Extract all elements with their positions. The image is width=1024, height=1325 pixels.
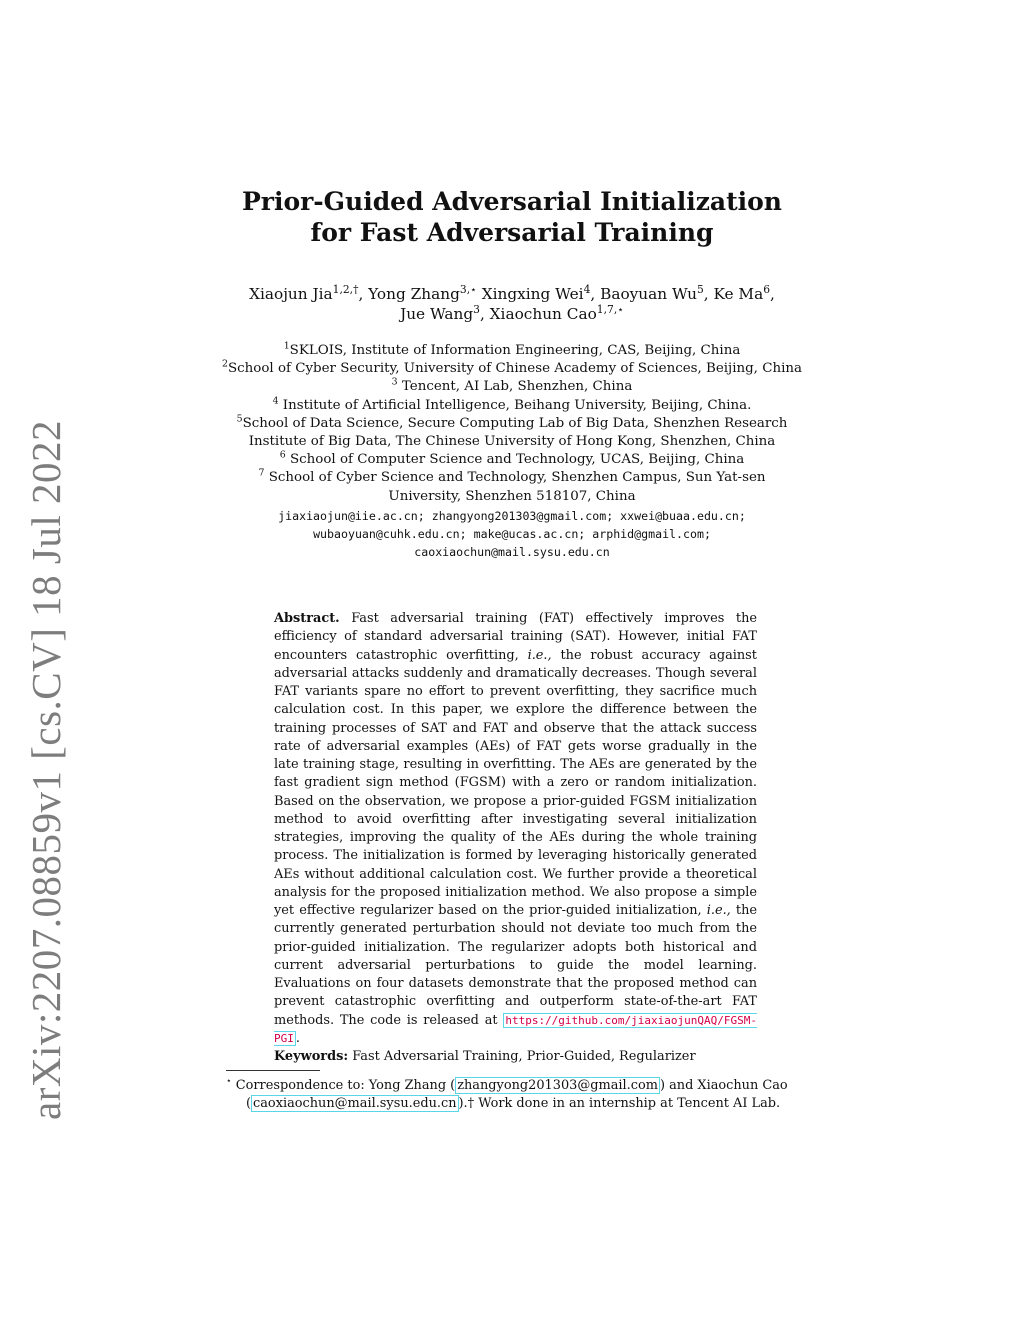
footnote-text: Correspondence to: Yong Zhang ( xyxy=(231,1078,456,1093)
keywords-text: Fast Adversarial Training, Prior-Guided, Regularizer xyxy=(348,1049,696,1064)
author-list xyxy=(0,284,1024,324)
arxiv-side-stamp: arXiv:2207.08859v1 [cs.CV] 18 Jul 2022 xyxy=(23,419,69,1120)
email-line: wubaoyuan@cuhk.edu.cn; make@ucas.ac.cn; arphid@gmail.com; xyxy=(313,527,711,542)
footnote xyxy=(226,1077,806,1113)
title-line-2: for Fast Adversarial Training xyxy=(310,218,714,247)
affiliation-text: School of Cyber Security, University of Chinese Academy of Sciences, Beijing, China xyxy=(228,361,802,377)
affiliation-sup: 5 xyxy=(236,413,243,425)
affiliation-text: School of Data Science, Secure Computing Lab of Big Data, Shenzhen Research xyxy=(242,415,788,431)
author-name: Xiaojun Jia xyxy=(249,285,333,303)
footnote-rule xyxy=(226,1070,320,1071)
abstract-text: the robust accuracy against adversarial attacks suddenly and dramatically decreases. Though several FAT variants spare no effort to prevent overfitting, they sacrifice much calculation cost. In this paper, we explore the difference between the training processes of SAT and FAT and observe that the attack success rate of adversarial examples (AEs) of FAT gets worse gradually in the late training stage, resulting in overfitting. The AEs are generated by the fast gradient sign method (FGSM) with a zero or random initialization. Based on the observation, we propose a prior-guided FGSM initialization method to avoid overfitting after investigating several initialization strategies, improving the quality of the AEs during the whole training process. The initialization is formed by leveraging historically generated AEs without additional calculation cost. We further provide a theoretical analysis for the proposed initialization method. We also propose a simple yet effective regularizer based on the prior-guided initialization, xyxy=(274,647,757,918)
abstract-ie: i.e., xyxy=(706,903,731,918)
footnote-email-link[interactable]: zhangyong201303@gmail.com xyxy=(457,1078,658,1093)
author-sup: 3,⋆ xyxy=(459,282,477,296)
footnote-text: ) and Xiaochun Cao xyxy=(659,1078,788,1093)
author-name: , Yong Zhang xyxy=(358,285,460,303)
author-name: , Ke Ma xyxy=(703,285,764,303)
affiliation-sup: 3 xyxy=(391,376,398,388)
abstract-ie: i.e., xyxy=(527,647,552,663)
affiliation-text: Institute of Big Data, The Chinese University of Hong Kong, Shenzhen, China xyxy=(248,434,776,450)
email-line: jiaxiaojun@iie.ac.cn; zhangyong201303@gmail.com; xxwei@buaa.edu.cn; xyxy=(278,509,746,523)
affiliation-text: School of Computer Science and Technology, UCAS, Beijing, China xyxy=(285,452,745,468)
author-name: , Xiaochun Cao xyxy=(479,305,597,323)
affiliation-sup: 7 xyxy=(258,467,265,479)
affiliation-text: School of Cyber Science and Technology, Shenzhen Campus, Sun Yat-sen xyxy=(264,470,766,486)
affiliation-line xyxy=(0,378,1024,396)
code-link[interactable]: https://github.com/jiaxiaojunQAQ/FGSM-PGI xyxy=(274,1013,757,1045)
affiliation-sup: 6 xyxy=(279,449,286,461)
title-line-1: Prior-Guided Adversarial Initialization xyxy=(241,187,782,216)
author-sup: 5 xyxy=(696,282,704,296)
author-sup: 4 xyxy=(583,282,591,296)
affiliation-sup: 1 xyxy=(283,340,290,352)
affiliation-list xyxy=(0,342,1024,506)
footnote-line-1 xyxy=(226,1077,806,1095)
author-name: , Baoyuan Wu xyxy=(590,285,697,303)
footnote-email-link[interactable]: caoxiaochun@mail.sysu.edu.cn xyxy=(253,1096,457,1111)
abstract xyxy=(274,610,757,1048)
abstract-end: . xyxy=(295,1030,300,1046)
affiliation-sup: 4 xyxy=(272,395,279,407)
affiliation-line xyxy=(0,451,1024,469)
affiliation-line xyxy=(0,360,1024,378)
footnote-text: ( xyxy=(246,1096,252,1111)
author-sup: 1,2,† xyxy=(332,282,359,296)
affiliation-line xyxy=(0,397,1024,415)
author-name: Xingxing Wei xyxy=(476,285,584,303)
abstract-label: Abstract. xyxy=(274,611,340,626)
affiliation-text: Institute of Artificial Intelligence, Beihang University, Beijing, China. xyxy=(278,397,752,413)
affiliation-line xyxy=(0,415,1024,433)
affiliation-line xyxy=(0,469,1024,487)
author-separator: , xyxy=(770,285,775,303)
abstract-text: the currently generated perturbation should not deviate too much from the prior-guided initialization. The regularizer adopts both historical and current adversarial perturbations to guide the model learning. Evaluations on four datasets demonstrate that the proposed method can prevent catastrophic overfitting and outperform state-of-the-art FAT methods. The code is released at xyxy=(274,903,757,1028)
paper-title xyxy=(0,186,1024,248)
footnote-star: ⋆ xyxy=(226,1076,232,1087)
affiliation-text: SKLOIS, Institute of Information Engineering, CAS, Beijing, China xyxy=(289,343,741,358)
affiliation-text: University, Shenzhen 518107, China xyxy=(388,488,636,504)
author-line-1 xyxy=(0,284,1024,304)
author-name: Jue Wang xyxy=(400,305,474,323)
author-line-2 xyxy=(0,304,1024,324)
footnote-line-2 xyxy=(226,1095,806,1113)
affiliation-line xyxy=(0,342,1024,360)
affiliation-line xyxy=(0,433,1024,451)
abstract-text: Fast adversarial training (FAT) effectively improves the efficiency of standard adversarial training (SAT). However, initial FAT encounters catastrophic overfitting, xyxy=(274,611,757,663)
footnote-text: ).† Work done in an internship at Tencent AI Lab. xyxy=(458,1096,781,1111)
keywords-label: Keywords: xyxy=(274,1049,349,1064)
affiliation-line xyxy=(0,488,1024,506)
email-line: caoxiaochun@mail.sysu.edu.cn xyxy=(414,545,610,560)
keywords xyxy=(274,1048,757,1066)
author-sup: 6 xyxy=(763,282,771,296)
author-sup: 1,7,⋆ xyxy=(596,302,624,316)
affiliation-sup: 2 xyxy=(222,358,228,370)
author-sup: 3 xyxy=(473,302,480,316)
affiliation-text: Tencent, AI Lab, Shenzhen, China xyxy=(397,379,633,395)
email-list xyxy=(0,507,1024,562)
